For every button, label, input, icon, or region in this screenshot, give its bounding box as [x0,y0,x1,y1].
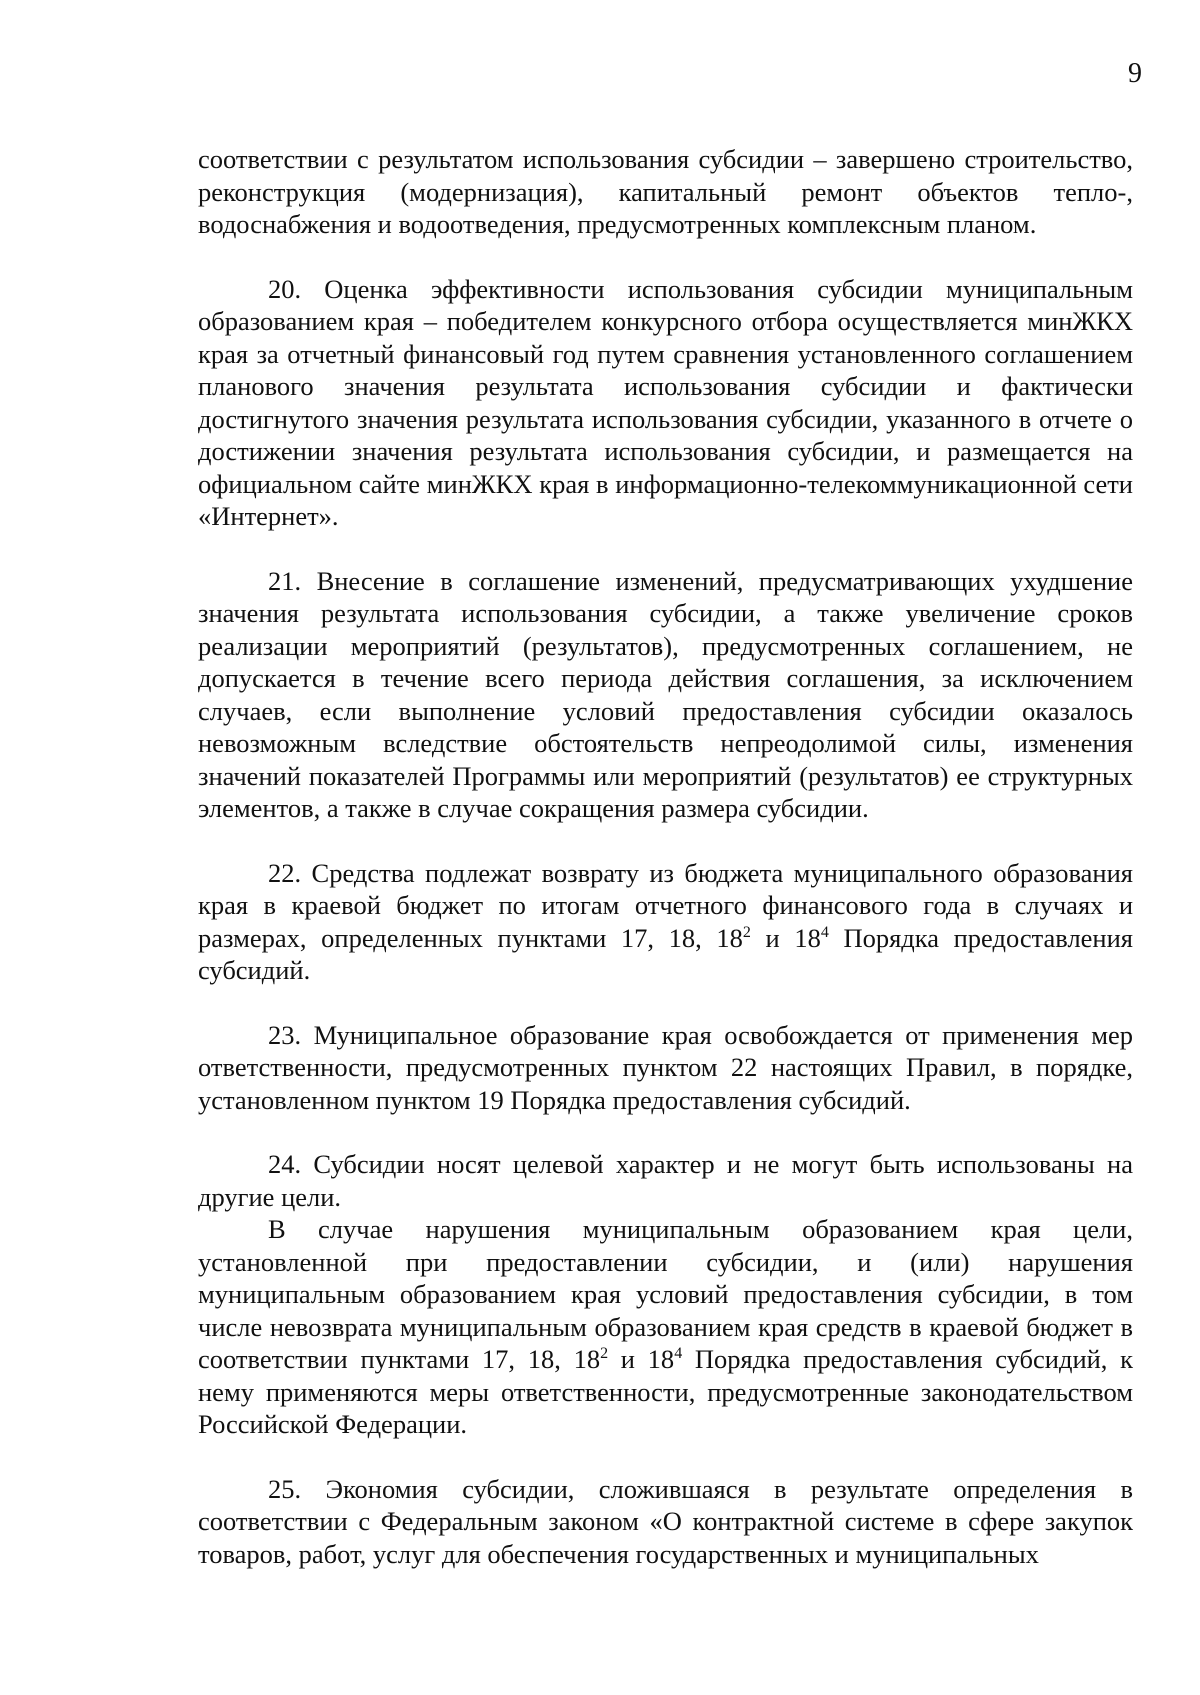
paragraph-24b-text-c: Порядка предоставления субсидий, к нему применяются меры ответственности, предусмотренные законодательством Российской Федерации. [198,1344,1134,1439]
paragraph-21: 21. Внесение в соглашение изменений, предусматривающих ухудшение значения результата использования субсидии, а также увеличение сроков реализации мероприятий (результатов), предусмотренных соглашением, не допускается в течение всего периода действия соглашения, за исключением случаев, если выполнение условий предоставления субсидии оказалось невозможным вследствие обстоятельств непреодолимой силы, изменения значений показателей Программы или мероприятий (результатов) ее структурных элементов, а также в случае сокращения размера субсидии. [198,565,1133,823]
paragraph-25: 25. Экономия субсидии, сложившаяся в результате определения в соответствии с Федеральным законом «О контрактной системе в сфере закупок товаров, работ, услуг для обеспечения государственных и муниципальных [198,1473,1133,1569]
paragraph-24: 24. Субсидии носят целевой характер и не могут быть использованы на другие цели. [198,1149,1133,1212]
paragraph-continuation: соответствии с результатом использования субсидии – завершено строительство, реконструкция (модернизация), капитальный ремонт объектов тепло-, водоснабжения и водоотведения, предусмотренных комплексным планом. [198,144,1133,239]
paragraph-22-text-c: Порядка предоставления субсидий. [198,922,1133,985]
paragraph-24b-text-a: В случае нарушения муниципальным образованием края цели, установленной при предоставлении субсидии, и (или) нарушения муниципальным образованием края условий предоставления субсидии, в том числе невозврата муниципальным образованием края средств в краевой бюджет в соответствии пунктами 17, 18, 18 [198,1214,1133,1374]
paragraph-22-text-b: и 18 [750,922,821,953]
superscript: 2 [742,923,751,941]
document-body [198,143,1133,1570]
superscript: 4 [674,1345,683,1362]
superscript: 2 [600,1345,609,1362]
paragraph-24-continued [198,1213,1133,1441]
paragraph-20: 20. Оценка эффективности использования субсидии муниципальным образованием края – победителем конкурсного отбора осуществляется минЖКХ края за отчетный финансовый год путем сравнения установленного соглашением планового значения результата использования субсидии и фактически достигнутого значения результата использования субсидии, указанного в отчете о достижении значения результата использования субсидии, и размещается на официальном сайте минЖКХ края в информационно-телекоммуникационной сети «Интернет». [198,273,1133,531]
paragraph-23: 23. Муниципальное образование края освобождается от применения мер ответственности, предусмотренных пунктом 22 настоящих Правил, в порядке, установленном пунктом 19 Порядка предоставления субсидий. [198,1019,1133,1115]
paragraph-24b-text-b: и 18 [608,1344,675,1374]
paragraph-22-text-a: 22. Средства подлежат возврату из бюджета муниципального образования края в краевой бюджет по итогам отчетного финансового года в случаях и размерах, определенных пунктами 17, 18, 18 [198,857,1133,953]
superscript: 4 [820,923,829,941]
paragraph-22 [198,857,1133,987]
page-number: 9 [1128,58,1142,89]
